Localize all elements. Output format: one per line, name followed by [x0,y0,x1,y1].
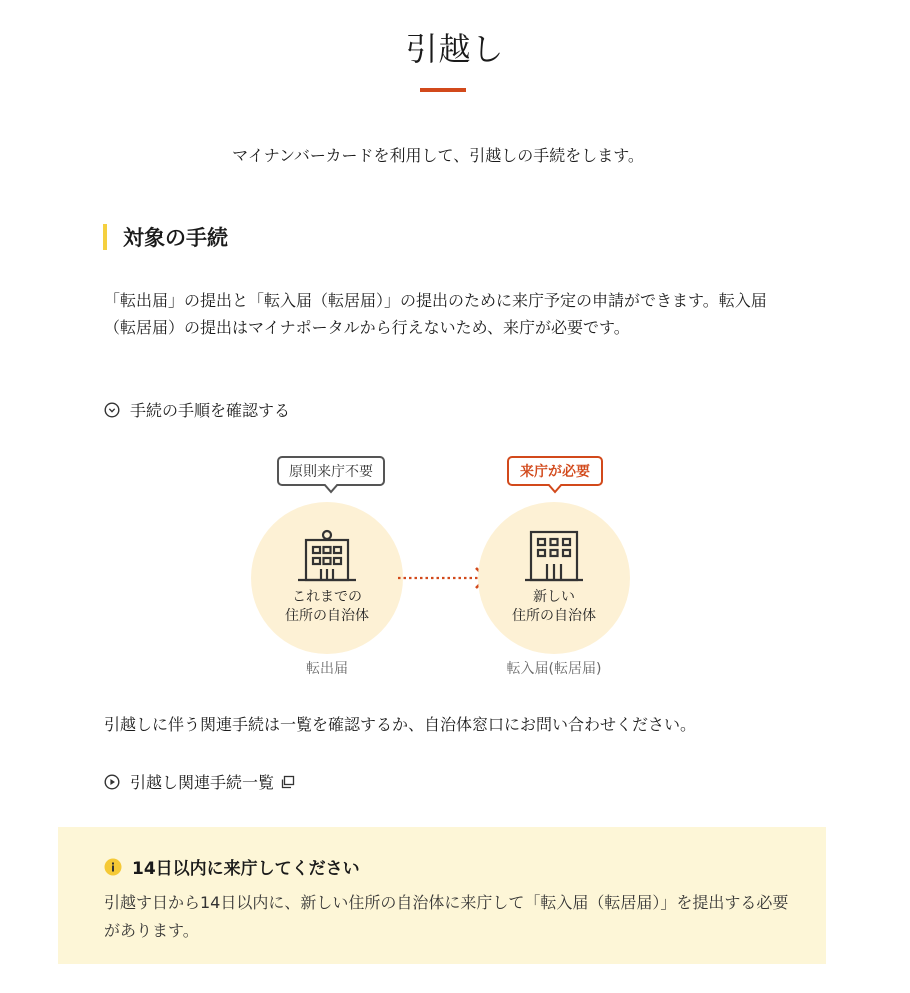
section-heading [103,222,228,252]
moving-in-notice-label: 転入届(転居届) [506,661,602,677]
badge-no-visit: 原則来庁不要 [277,456,385,486]
new-municipality-circle [478,502,630,654]
badge-visit-required-pointer [548,484,562,494]
notice-title-text: 14日以内に来庁してください [132,859,360,879]
section-body-text: 「転出届」の提出と「転入届（転居届）」の提出のために来庁予定の申請ができます。転入届（転居届）の提出はマイナポータルから行えないため、来庁が必要です。 [104,291,767,337]
procedure-steps-toggle-label: 手続の手順を確認する [130,401,291,420]
section-heading-text: 対象の手続 [123,226,228,250]
notice-text: 引越す日から14日以内に、新しい住所の自治体に来庁して「転入届（転居届）」を提出する必要があります。 [104,893,789,940]
former-municipality-line2: 住所の自治体 [285,608,369,624]
page-title: 引越し [405,30,505,68]
badge-no-visit-pointer [324,484,338,494]
notice-title [104,854,360,879]
procedure-steps-toggle[interactable] [104,398,290,421]
former-municipality-circle [251,502,403,654]
moving-out-notice-label: 転出届 [306,661,348,677]
municipal-building-icon [296,528,358,584]
section-heading-bar [103,224,107,250]
related-procedures-text: 引越しに伴う関連手続は一覧を確認するか、自治体窓口にお問い合わせください。 [104,715,697,734]
new-municipality-label [478,588,630,626]
moving-flow-diagram [240,448,660,688]
external-window-icon [280,774,296,790]
office-building-icon [523,528,585,584]
dotted-arrow-icon [396,564,490,592]
new-municipality-line2: 住所の自治体 [512,608,596,624]
title-underline [420,88,466,92]
former-municipality-line1: これまでの [292,589,362,605]
notice-box [58,827,826,964]
former-municipality-label [251,588,403,626]
related-procedures-link-label: 引越し関連手続一覧 [130,773,275,792]
related-procedures-link[interactable] [104,770,296,793]
new-municipality-line1: 新しい [533,589,575,605]
info-icon [104,858,122,876]
badge-visit-required: 来庁が必要 [507,456,603,486]
play-circle-icon [104,774,120,790]
intro-text: マイナンバーカードを利用して、引越しの手続をします。 [232,146,644,165]
chevron-down-circle-icon [104,402,120,418]
